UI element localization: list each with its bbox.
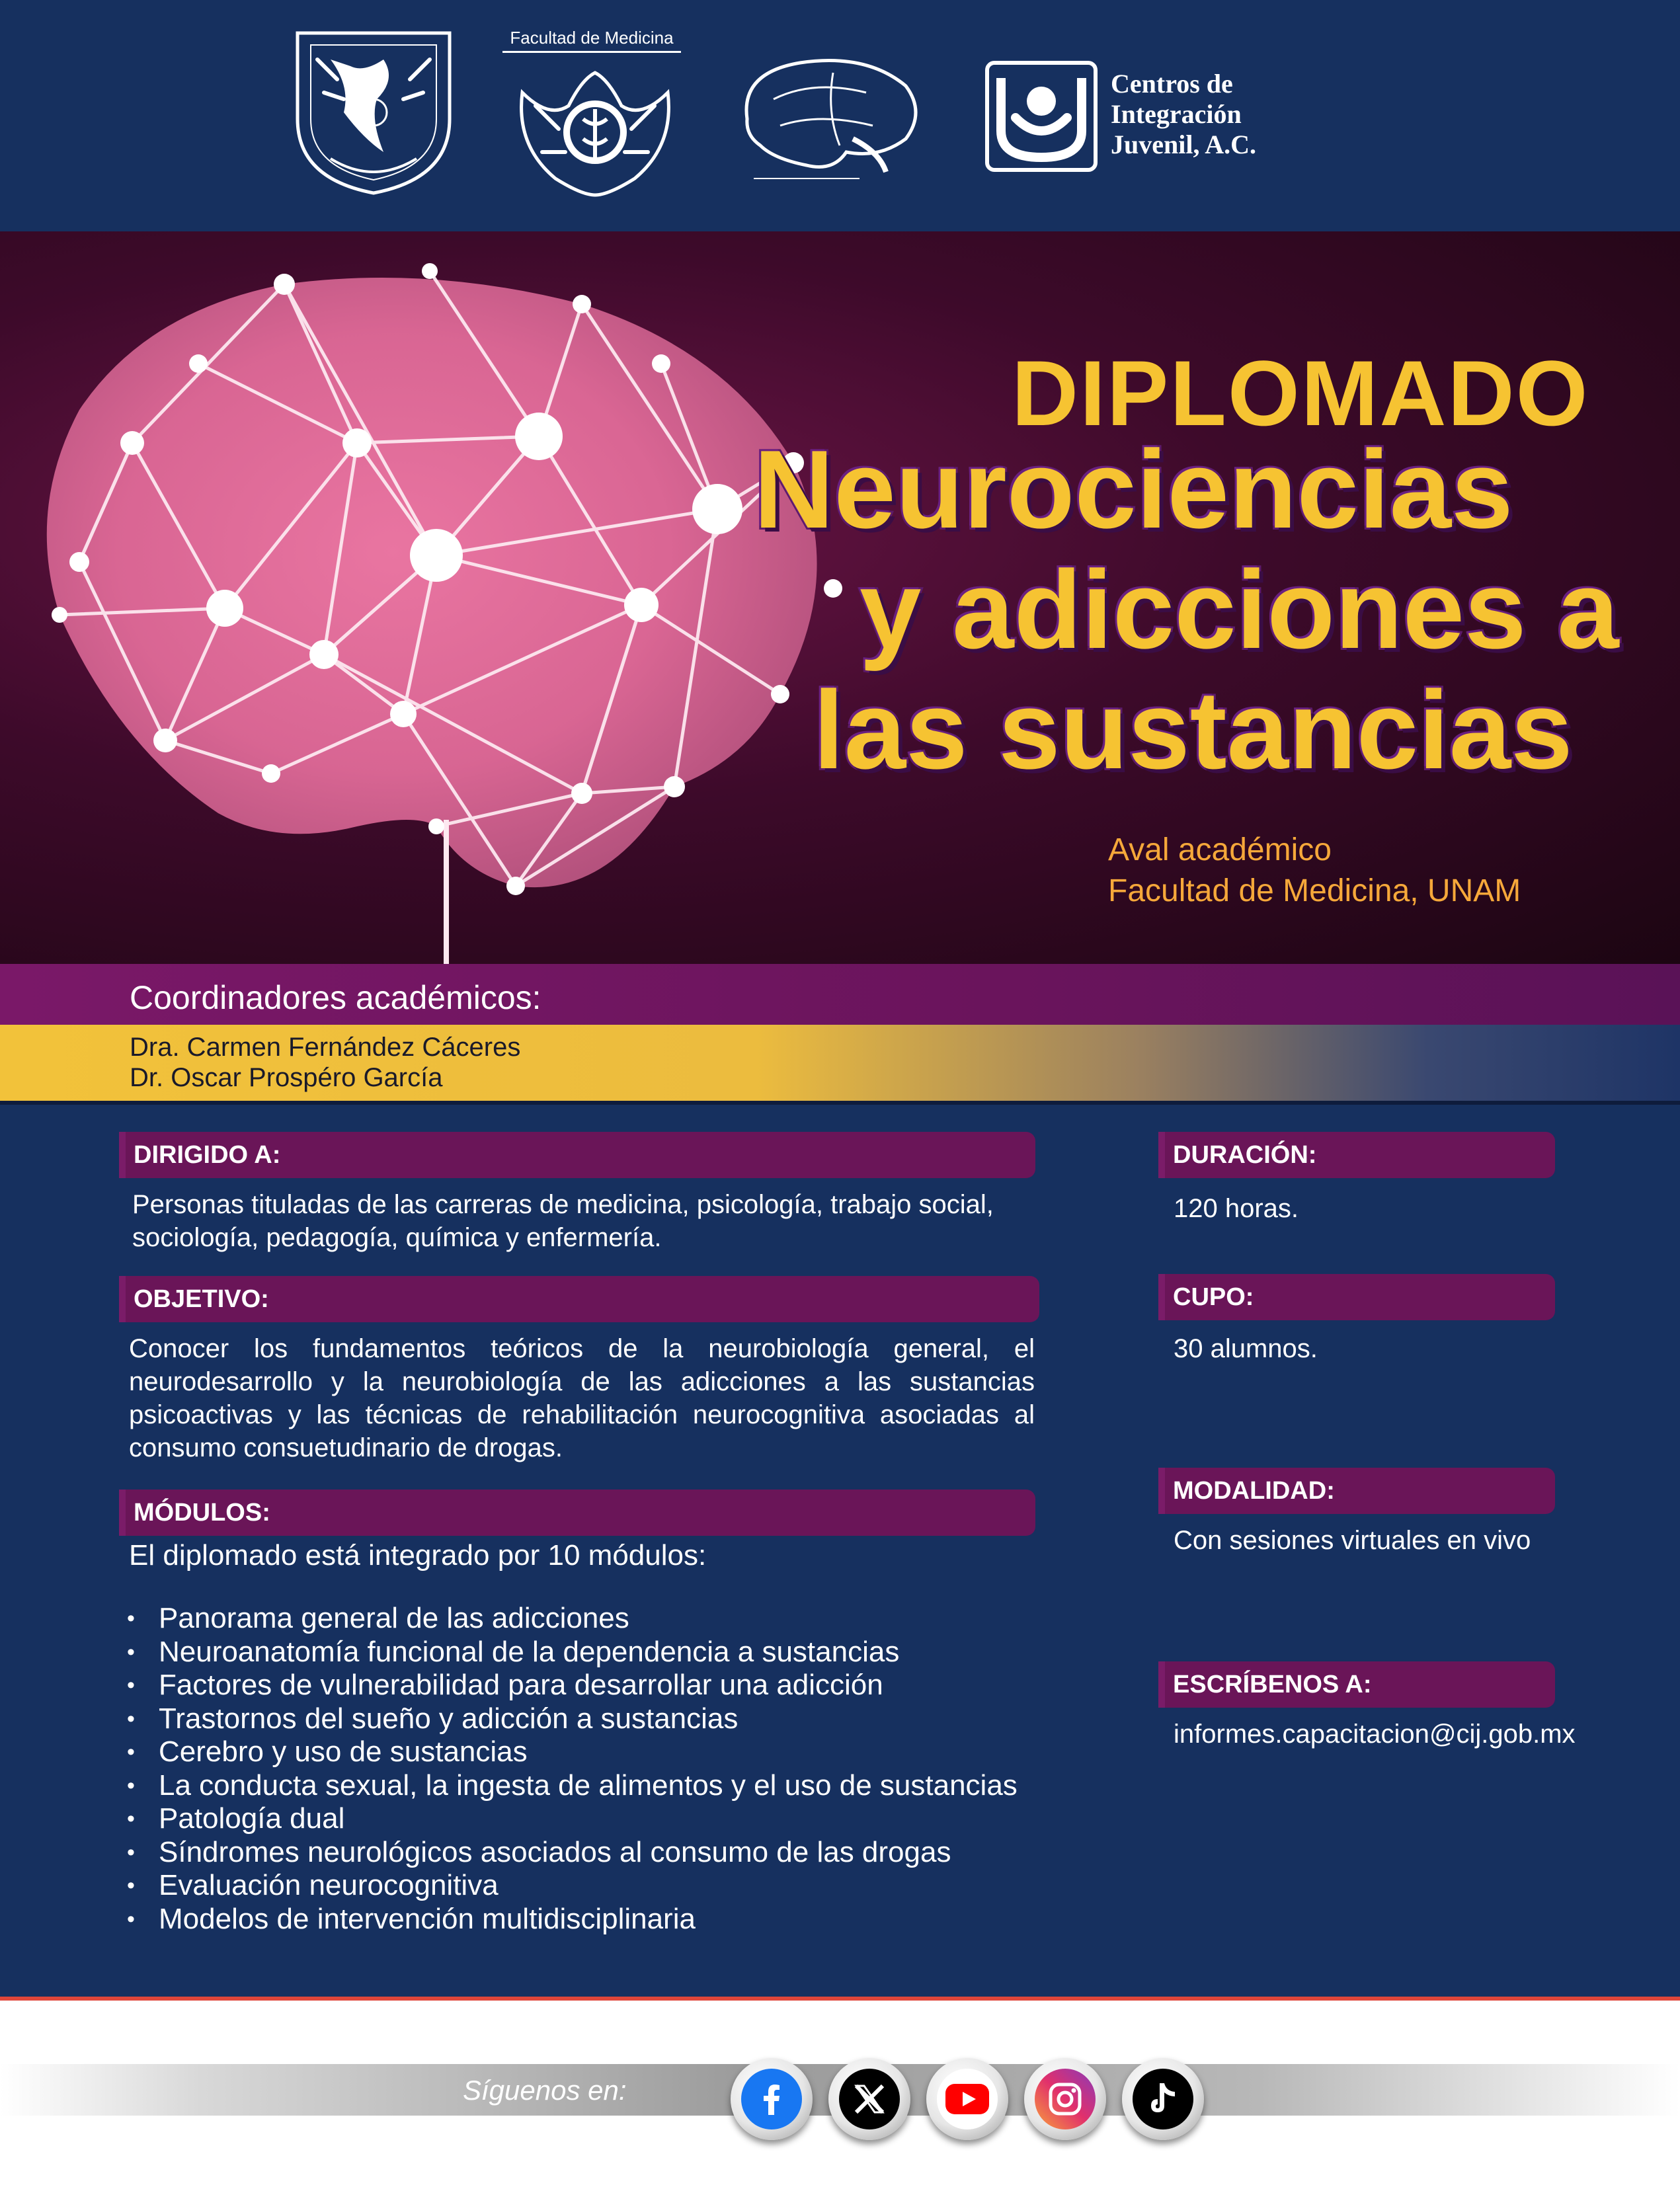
module-item: • Trastornos del sueño y adicción a sustancias	[127, 1702, 1119, 1736]
cij-logo	[985, 61, 1098, 172]
module-item: • La conducta sexual, la ingesta de alimentos y el uso de sustancias	[127, 1769, 1119, 1803]
title-line3: las sustancias	[813, 668, 1573, 792]
grupo-neurociencias-logo	[734, 46, 932, 185]
module-item: • Modelos de intervención multidisciplinaria	[127, 1903, 1119, 1936]
facebook-icon	[741, 2069, 802, 2129]
duracion-text: 120 horas.	[1174, 1194, 1299, 1223]
dirigido-label: DIRIGIDO A:	[119, 1132, 1035, 1178]
aval-line1: Aval académico	[1108, 832, 1332, 867]
objetivo-text: Conocer los fundamentos teóricos de la neurobiología general, el neurodesarrollo y la neurobiología de las adicciones a las sustancias psicoactivas y las técnicas de rehabilitación neurocognitiva asociadas al consumo consuetudinario de drogas.	[129, 1334, 1035, 1462]
escribenos-label: ESCRÍBENOS A:	[1158, 1661, 1555, 1708]
aval-line2: Facultad de Medicina, UNAM	[1108, 873, 1521, 908]
modulos-intro: El diplomado está integrado por 10 módulos:	[129, 1539, 707, 1571]
module-item: • Factores de vulnerabilidad para desarrollar una adicción	[127, 1669, 1119, 1702]
tiktok-button[interactable]	[1122, 2058, 1204, 2140]
unam-seal-logo	[284, 20, 463, 197]
modulos-label: MÓDULOS:	[119, 1490, 1035, 1536]
modules-list	[127, 1602, 1119, 1936]
dirigido-text: Personas tituladas de las carreras de medicina, psicología, trabajo social, sociología, pedagogía, química y enfermería.	[132, 1190, 994, 1252]
objetivo-label: OBJETIVO:	[119, 1276, 1039, 1322]
hero-banner	[0, 231, 1680, 964]
coordinator-name: Dr. Oscar Prospéro García	[130, 1063, 443, 1092]
title-line2: y adicciones a	[860, 547, 1619, 672]
tiktok-icon	[1133, 2069, 1193, 2129]
cij-name-line1: Centros de	[1111, 69, 1233, 99]
duracion-label: DURACIÓN:	[1158, 1132, 1555, 1178]
module-item: • Evaluación neurocognitiva	[127, 1869, 1119, 1903]
cupo-label: CUPO:	[1158, 1274, 1555, 1320]
modalidad-text: Con sesiones virtuales en vivo	[1174, 1526, 1531, 1555]
cij-name-line2: Integración	[1111, 99, 1242, 129]
cij-name-line3: Juvenil, A.C.	[1111, 130, 1257, 159]
follow-label: Síguenos en:	[463, 2075, 627, 2106]
module-item: • Cerebro y uso de sustancias	[127, 1735, 1119, 1769]
youtube-icon	[937, 2069, 998, 2129]
module-item: • Patología dual	[127, 1802, 1119, 1836]
instagram-icon	[1035, 2069, 1096, 2129]
contact-email[interactable]: informes.capacitacion@cij.gob.mx	[1174, 1720, 1576, 1749]
cupo-text: 30 alumnos.	[1174, 1334, 1318, 1363]
facebook-button[interactable]	[731, 2058, 813, 2140]
diplomado-kicker: DIPLOMADO	[1012, 341, 1589, 445]
x-icon	[839, 2069, 900, 2129]
coordinators-title: Coordinadores académicos:	[130, 979, 541, 1016]
instagram-button[interactable]	[1024, 2058, 1106, 2140]
module-item: • Síndromes neurológicos asociados al consumo de las drogas	[127, 1836, 1119, 1870]
coordinator-name: Dra. Carmen Fernández Cáceres	[130, 1033, 521, 1062]
cij-name	[1111, 69, 1256, 160]
title-line1: Neurociencias	[754, 427, 1513, 551]
module-item: • Panorama general de las adicciones	[127, 1602, 1119, 1636]
facultad-label: Facultad de Medicina	[502, 28, 681, 53]
module-item: • Neuroanatomía funcional de la dependencia a sustancias	[127, 1636, 1119, 1669]
youtube-button[interactable]	[926, 2058, 1008, 2140]
aval-academico	[1108, 830, 1521, 912]
brain-network-illustration	[0, 231, 926, 964]
divider	[0, 1101, 1680, 1105]
x-button[interactable]	[828, 2058, 910, 2140]
facultad-medicina-logo	[509, 53, 681, 198]
modalidad-label: MODALIDAD:	[1158, 1468, 1555, 1514]
